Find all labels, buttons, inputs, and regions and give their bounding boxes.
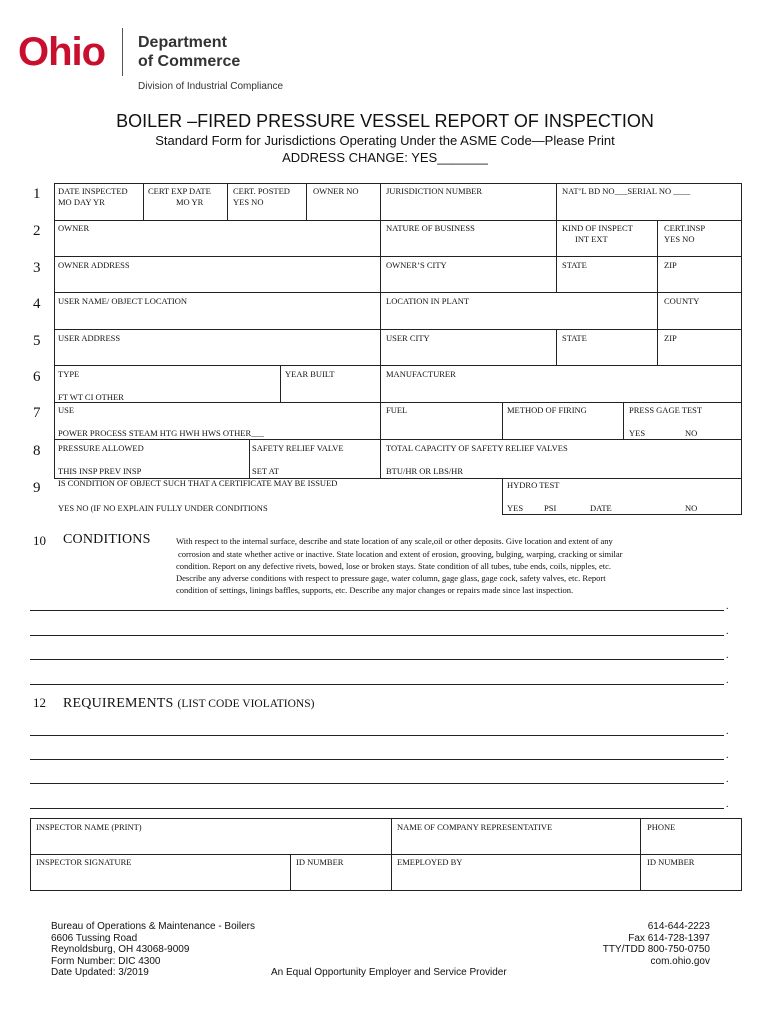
- condition-question: IS CONDITION OF OBJECT SUCH THAT A CERTIFICATE MAY BE ISSUED: [58, 478, 338, 488]
- footer-eoe: An Equal Opportunity Employer and Service Provider: [271, 967, 507, 978]
- use-field[interactable]: USE: [58, 405, 75, 415]
- footer-bureau: Bureau of Operations & Maintenance - Boilers: [51, 921, 255, 932]
- requirements-line-3[interactable]: [30, 783, 724, 784]
- owner-no-field[interactable]: OWNER NO: [313, 186, 359, 196]
- footer-date-updated: Date Updated: 3/2019: [51, 967, 149, 978]
- line-end: .: [726, 750, 729, 761]
- footer-tty: TTY/TDD 800-750-0750: [602, 944, 710, 955]
- safety-relief-valve-field[interactable]: SAFETY RELIEF VALVE: [252, 443, 344, 453]
- line-end: .: [726, 726, 729, 737]
- footer-website[interactable]: com.ohio.gov: [650, 955, 710, 967]
- conditions-line-1[interactable]: [30, 610, 724, 611]
- condition-options[interactable]: YES NO (IF NO EXPLAIN FULLY UNDER CONDITIONS: [58, 503, 268, 513]
- owner-state-field[interactable]: STATE: [562, 260, 587, 270]
- cert-exp-sub: MO YR: [176, 197, 204, 207]
- user-name-location-field[interactable]: USER NAME/ OBJECT LOCATION: [58, 296, 188, 306]
- kind-of-inspect-field[interactable]: KIND OF INSPECT: [562, 223, 633, 233]
- location-in-plant-field[interactable]: LOCATION IN PLANT: [386, 296, 470, 306]
- conditions-line-3[interactable]: [30, 659, 724, 660]
- county-field[interactable]: COUNTY: [664, 296, 700, 306]
- requirements-number: 12: [33, 695, 46, 710]
- footer-form-number: Form Number: DIC 4300: [51, 955, 161, 967]
- total-capacity-field[interactable]: TOTAL CAPACITY OF SAFETY RELIEF VALVES: [386, 443, 568, 453]
- pressure-allowed-field[interactable]: PRESSURE ALLOWED: [58, 443, 144, 453]
- conditions-line-2[interactable]: [30, 635, 724, 636]
- division-name: Division of Industrial Compliance: [138, 81, 284, 92]
- type-options[interactable]: FT WT CI OTHER: [58, 392, 124, 402]
- form-title: BOILER –FIRED PRESSURE VESSEL REPORT OF INSPECTION: [116, 111, 654, 131]
- row-number-1: 1: [33, 186, 41, 202]
- requirements-line-4[interactable]: [30, 808, 724, 809]
- row-number-9: 9: [33, 480, 41, 496]
- ohio-logo: Ohio: [18, 30, 106, 74]
- cert-insp-field[interactable]: CERT.INSP: [664, 223, 706, 233]
- set-at-field[interactable]: SET AT: [252, 466, 280, 476]
- conditions-instructions-2: corrosion and state whether active or inactive. State location and extent of erosion, grooving, bulging, warping, cracking or similar: [178, 549, 623, 559]
- phone-field[interactable]: PHONE: [647, 822, 676, 832]
- dept-name-line1: Department: [138, 34, 227, 51]
- manufacturer-field[interactable]: MANUFACTURER: [386, 369, 456, 379]
- natl-board-serial-field[interactable]: NAT’L BD NO___SERIAL NO ____: [562, 186, 691, 196]
- year-built-field[interactable]: YEAR BUILT: [285, 369, 335, 379]
- employed-by-field[interactable]: EMEPLOYED BY: [397, 857, 463, 867]
- owner-zip-field[interactable]: ZIP: [664, 260, 677, 270]
- hydro-date[interactable]: DATE: [590, 503, 612, 513]
- cert-insp-sub: YES NO: [664, 234, 695, 244]
- requirements-heading: [63, 694, 314, 712]
- kind-of-inspect-sub: INT EXT: [575, 234, 608, 244]
- requirements-line-1[interactable]: [30, 735, 724, 736]
- hydro-yes[interactable]: YES: [507, 503, 524, 513]
- insp-options[interactable]: THIS INSP PREV INSP: [58, 466, 142, 476]
- press-gage-no[interactable]: NO: [685, 428, 698, 438]
- date-inspected-field[interactable]: DATE INSPECTED: [58, 186, 128, 196]
- footer-fax: Fax 614-728-1397: [628, 932, 710, 944]
- requirements-subtitle: (LIST CODE VIOLATIONS): [177, 698, 315, 710]
- line-end: .: [726, 626, 729, 637]
- jurisdiction-number-field[interactable]: JURISDICTION NUMBER: [386, 186, 483, 196]
- conditions-line-4[interactable]: [30, 684, 724, 685]
- company-rep-field[interactable]: NAME OF COMPANY REPRESENTATIVE: [397, 822, 553, 832]
- conditions-title: CONDITIONS: [63, 532, 151, 547]
- requirements-line-2[interactable]: [30, 759, 724, 760]
- conditions-instructions-3: condition. Report on any defective rivets, bowed, lose or broken stays. State condition of all tubes, tube ends, coils, nipples, etc.: [176, 561, 612, 571]
- user-state-field[interactable]: STATE: [562, 333, 587, 343]
- row-number-3: 3: [33, 260, 41, 276]
- user-city-field[interactable]: USER CITY: [386, 333, 430, 343]
- method-of-firing-field[interactable]: METHOD OF FIRING: [507, 405, 587, 415]
- cert-posted-sub: YES NO: [233, 197, 264, 207]
- hydro-psi[interactable]: PSI: [544, 503, 557, 513]
- user-address-field[interactable]: USER ADDRESS: [58, 333, 121, 343]
- row-number-5: 5: [33, 333, 41, 349]
- footer-city: Reynoldsburg, OH 43068-9009: [51, 944, 190, 955]
- cert-exp-date-field[interactable]: CERT EXP DATE: [148, 186, 211, 196]
- conditions-instructions-4: Describe any adverse conditions with respect to pressure gage, water column, gage glass, gage cock, safety valves, etc. Report: [176, 573, 606, 583]
- row-number-2: 2: [33, 223, 41, 239]
- press-gage-yes[interactable]: YES: [629, 428, 646, 438]
- btu-lbs-field[interactable]: BTU/HR OR LBS/HR: [386, 466, 463, 476]
- owner-city-field[interactable]: OWNER’S CITY: [386, 260, 447, 270]
- row-number-7: 7: [33, 405, 41, 421]
- footer-contact-block: [603, 921, 710, 967]
- rep-id-field[interactable]: ID NUMBER: [647, 857, 695, 867]
- footer-phone: 614-644-2223: [647, 921, 710, 932]
- footer-address-block: [51, 921, 255, 979]
- line-end: .: [726, 774, 729, 785]
- line-end: .: [726, 675, 729, 686]
- use-options[interactable]: POWER PROCESS STEAM HTG HWH HWS OTHER___: [58, 428, 264, 438]
- conditions-number: 10: [33, 533, 46, 548]
- user-zip-field[interactable]: ZIP: [664, 333, 677, 343]
- address-change-field[interactable]: ADDRESS CHANGE: YES_______: [282, 150, 488, 165]
- conditions-instructions-5: condition of settings, linings baffles, supports, etc. Describe any major changes or repairs made since last inspection.: [176, 585, 574, 595]
- date-inspected-sub: MO DAY YR: [58, 197, 105, 207]
- footer-street: 6606 Tussing Road: [51, 932, 138, 944]
- inspector-id-field[interactable]: ID NUMBER: [296, 857, 344, 867]
- inspector-signature-field[interactable]: INSPECTOR SIGNATURE: [36, 857, 132, 867]
- requirements-title: REQUIREMENTS: [63, 696, 174, 711]
- owner-field[interactable]: OWNER: [58, 223, 90, 233]
- row-number-4: 4: [33, 296, 41, 312]
- line-end: .: [726, 650, 729, 661]
- nature-of-business-field[interactable]: NATURE OF BUSINESS: [386, 223, 475, 233]
- dept-name-line2: of Commerce: [138, 53, 241, 70]
- hydro-test-field[interactable]: HYDRO TEST: [507, 480, 560, 490]
- fuel-field[interactable]: FUEL: [386, 405, 408, 415]
- line-end: .: [726, 601, 729, 612]
- line-end: .: [726, 799, 729, 810]
- row-number-8: 8: [33, 443, 41, 459]
- press-gage-test-field[interactable]: PRESS GAGE TEST: [629, 405, 703, 415]
- cert-posted-field[interactable]: CERT. POSTED: [233, 186, 290, 196]
- form-subtitle: Standard Form for Jurisdictions Operating Under the ASME Code—Please Print: [155, 133, 615, 148]
- conditions-instructions-1: With respect to the internal surface, describe and state location of any scale,oil or other deposits. Give location and extent of any: [176, 536, 613, 546]
- owner-address-field[interactable]: OWNER ADDRESS: [58, 260, 130, 270]
- type-field[interactable]: TYPE: [58, 369, 80, 379]
- row-number-6: 6: [33, 369, 41, 385]
- hydro-no[interactable]: NO: [685, 503, 698, 513]
- inspector-name-field[interactable]: INSPECTOR NAME (PRINT): [36, 822, 142, 832]
